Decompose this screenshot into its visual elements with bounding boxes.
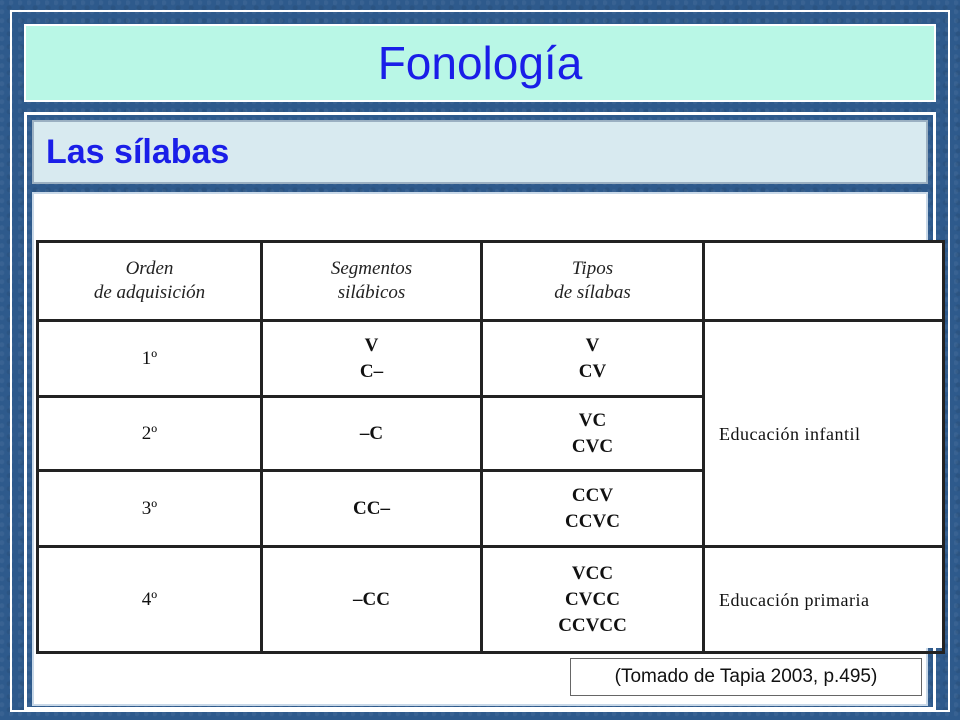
header-order	[38, 242, 262, 321]
type-value: VCC	[571, 562, 614, 584]
type-value: CVC	[571, 435, 614, 457]
segment-value: C–	[359, 360, 384, 382]
order-cell: 1º	[38, 321, 262, 397]
title-banner	[24, 24, 936, 102]
slide-subtitle: Las sílabas	[46, 132, 230, 171]
header-segments	[262, 242, 482, 321]
types-cell	[482, 321, 704, 397]
header-segments-line2: silábicos	[337, 282, 406, 303]
segment-value: –C	[359, 422, 384, 444]
table-row	[38, 321, 944, 397]
segments-cell	[262, 321, 482, 397]
segment-value: –CC	[353, 588, 390, 610]
segments-cell	[262, 471, 482, 547]
subtitle-banner	[32, 120, 928, 184]
segments-cell	[262, 547, 482, 653]
header-order-line1: Orden	[125, 258, 174, 279]
type-value: CV	[578, 360, 607, 382]
segment-value: V	[364, 334, 379, 356]
syllable-table-image	[36, 240, 942, 648]
segments-cell	[262, 397, 482, 471]
header-segments-line1: Segmentos	[330, 258, 413, 279]
types-cell	[482, 397, 704, 471]
header-stage	[704, 242, 944, 321]
type-value: CCV	[571, 484, 614, 506]
table-row	[38, 547, 944, 653]
type-value: CVCC	[565, 588, 620, 610]
header-order-line2: de adquisición	[93, 282, 206, 303]
source-citation: (Tomado de Tapia 2003, p.495)	[570, 658, 922, 696]
type-value: CCVC	[565, 510, 620, 532]
type-value: V	[585, 334, 600, 356]
header-types	[482, 242, 704, 321]
syllable-acquisition-table	[36, 240, 945, 654]
type-value: CCVCC	[558, 614, 627, 636]
type-value: VC	[578, 409, 607, 431]
stage-cell-primaria: Educación primaria	[704, 547, 944, 653]
segment-value: CC–	[353, 497, 390, 519]
header-types-line2: de sílabas	[554, 282, 631, 303]
header-types-line1: Tipos	[571, 258, 614, 279]
stage-cell-infantil: Educación infantil	[704, 321, 944, 547]
types-cell	[482, 471, 704, 547]
slide-title: Fonología	[377, 37, 583, 89]
types-cell	[482, 547, 704, 653]
order-cell: 4º	[38, 547, 262, 653]
table-header-row	[38, 242, 944, 321]
order-cell: 3º	[38, 471, 262, 547]
order-cell: 2º	[38, 397, 262, 471]
